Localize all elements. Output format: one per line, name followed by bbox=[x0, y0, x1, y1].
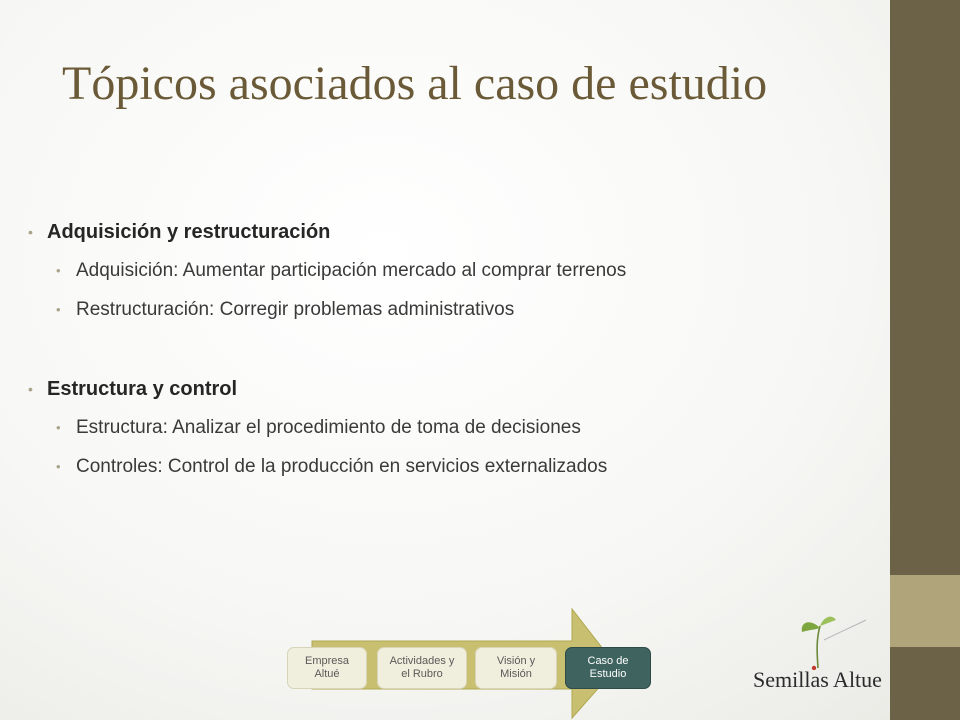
section-heading-text: Adquisición y restructuración bbox=[47, 221, 331, 243]
logo-text: Semillas Altue bbox=[753, 667, 882, 692]
list-item bbox=[28, 258, 868, 284]
decorative-bar-middle bbox=[890, 575, 960, 647]
bullet-icon: • bbox=[28, 381, 33, 397]
section-heading-2 bbox=[28, 375, 868, 403]
process-step-actividades[interactable]: Actividades y el Rubro bbox=[377, 647, 467, 689]
bullet-icon: • bbox=[28, 224, 33, 240]
bullet-list bbox=[28, 218, 868, 480]
list-item bbox=[28, 297, 868, 323]
bullet-icon: • bbox=[56, 420, 61, 435]
decorative-bar-top bbox=[890, 0, 960, 575]
bullet-icon: • bbox=[56, 263, 61, 278]
list-item bbox=[28, 454, 868, 480]
bullet-icon: • bbox=[56, 459, 61, 474]
list-item-text: Restructuración: Corregir problemas administrativos bbox=[76, 299, 515, 320]
section-heading-text: Estructura y control bbox=[47, 378, 238, 400]
list-item-text: Estructura: Analizar el procedimiento de toma de decisiones bbox=[76, 417, 581, 438]
list-item-text: Controles: Control de la producción en servicios externalizados bbox=[76, 456, 608, 477]
slide-title: Tópicos asociados al caso de estudio bbox=[62, 57, 768, 110]
decorative-bar-bottom bbox=[890, 647, 960, 720]
bullet-icon: • bbox=[56, 302, 61, 317]
sprout-icon bbox=[790, 610, 870, 670]
list-item-text: Adquisición: Aumentar participación mercado al comprar terrenos bbox=[76, 260, 627, 281]
process-step-empresa[interactable]: Empresa Altué bbox=[287, 647, 367, 689]
list-item bbox=[28, 415, 868, 441]
process-step-caso-estudio[interactable]: Caso de Estudio bbox=[565, 647, 651, 689]
process-step-vision[interactable]: Visión y Misión bbox=[475, 647, 557, 689]
section-heading-1 bbox=[28, 218, 868, 246]
